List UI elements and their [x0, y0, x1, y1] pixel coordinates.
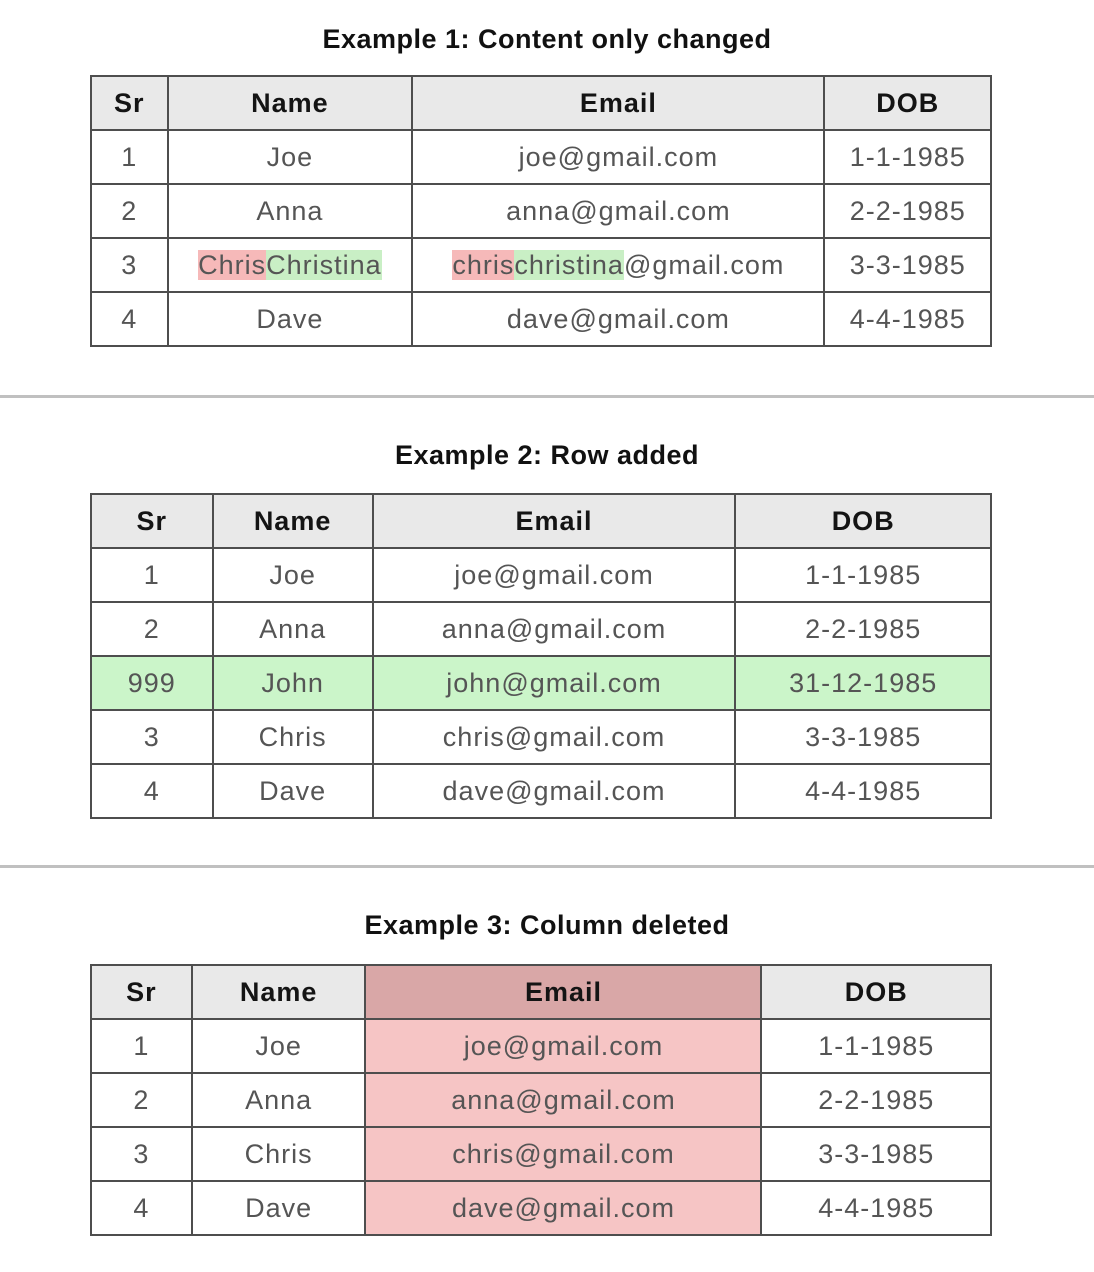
- cell-email: joe@gmail.com: [373, 548, 736, 602]
- cell-dob: 3-3-1985: [735, 710, 991, 764]
- example-2-title: Example 2: Row added: [394, 440, 700, 470]
- cell-dob: 3-3-1985: [824, 238, 991, 292]
- cell-sr: 4: [91, 292, 168, 346]
- cell-dob: 4-4-1985: [735, 764, 991, 818]
- cell-dob: 2-2-1985: [824, 184, 991, 238]
- table-row: [91, 1181, 991, 1235]
- example-section-3: [0, 912, 1094, 1236]
- cell-sr: 1: [91, 548, 213, 602]
- table-row: [91, 238, 991, 292]
- deleted-text: Chris: [198, 249, 267, 280]
- section-divider: [0, 865, 1094, 868]
- column-header-sr: Sr: [91, 965, 192, 1019]
- deleted-text: chris: [452, 249, 515, 280]
- header-row: [91, 76, 991, 130]
- cell-dob: 2-2-1985: [761, 1073, 991, 1127]
- cell-name: Anna: [213, 602, 373, 656]
- column-header-name: Name: [192, 965, 366, 1019]
- table-row: [91, 1073, 991, 1127]
- cell-sr: 4: [91, 764, 213, 818]
- added-table-row: [91, 656, 991, 710]
- cell-sr: 4: [91, 1181, 192, 1235]
- example-1-title: Example 1: Content only changed: [322, 24, 772, 54]
- header-row: [91, 965, 991, 1019]
- cell-sr: 3: [91, 710, 213, 764]
- header-row: [91, 494, 991, 548]
- example-section-2: [0, 442, 1094, 819]
- added-text: Christina: [266, 249, 382, 280]
- cell-sr: 3: [91, 1127, 192, 1181]
- cell-dob: 31-12-1985: [735, 656, 991, 710]
- column-header-sr: Sr: [91, 76, 168, 130]
- cell-name: Joe: [192, 1019, 366, 1073]
- column-header-sr: Sr: [91, 494, 213, 548]
- cell-dob: 1-1-1985: [761, 1019, 991, 1073]
- cell-email: dave@gmail.com: [373, 764, 736, 818]
- cell-email: anna@gmail.com: [373, 602, 736, 656]
- cell-dob: 3-3-1985: [761, 1127, 991, 1181]
- cell-name: Anna: [192, 1073, 366, 1127]
- cell-sr: 1: [91, 130, 168, 184]
- cell-sr: 1: [91, 1019, 192, 1073]
- cell-email: anna@gmail.com: [412, 184, 824, 238]
- cell-email: joe@gmail.com: [412, 130, 824, 184]
- column-header-email: Email: [373, 494, 736, 548]
- cell-dob: 2-2-1985: [735, 602, 991, 656]
- cell-name: Dave: [192, 1181, 366, 1235]
- column-deleted-table: [90, 964, 992, 1236]
- cell-name: Chris: [213, 710, 373, 764]
- cell-email: chris@gmail.com: [365, 1127, 761, 1181]
- cell-name: Chris: [192, 1127, 366, 1181]
- cell-email: john@gmail.com: [373, 656, 736, 710]
- example-section-1: [0, 26, 1094, 347]
- cell-dob: 4-4-1985: [824, 292, 991, 346]
- cell-sr: 3: [91, 238, 168, 292]
- row-added-table: [90, 493, 992, 819]
- cell-name: John: [213, 656, 373, 710]
- cell-sr: 2: [91, 184, 168, 238]
- column-header-email: Email: [365, 965, 761, 1019]
- added-text: christina: [514, 249, 624, 280]
- table-row: [91, 548, 991, 602]
- table-row: [91, 710, 991, 764]
- table-row: [91, 292, 991, 346]
- cell-name: Dave: [213, 764, 373, 818]
- column-header-email: Email: [412, 76, 824, 130]
- cell-dob: 1-1-1985: [824, 130, 991, 184]
- column-header-dob: DOB: [824, 76, 991, 130]
- column-header-name: Name: [168, 76, 413, 130]
- table-row: [91, 1019, 991, 1073]
- column-header-dob: DOB: [735, 494, 991, 548]
- example-3-title: Example 3: Column deleted: [364, 910, 730, 940]
- cell-sr: 999: [91, 656, 213, 710]
- cell-email: anna@gmail.com: [365, 1073, 761, 1127]
- cell-sr: 2: [91, 1073, 192, 1127]
- cell-email: joe@gmail.com: [365, 1019, 761, 1073]
- cell-dob: 1-1-1985: [735, 548, 991, 602]
- cell-name: Joe: [213, 548, 373, 602]
- cell-email: chris@gmail.com: [373, 710, 736, 764]
- cell-dob: 4-4-1985: [761, 1181, 991, 1235]
- cell-email: [412, 238, 824, 292]
- column-header-dob: DOB: [761, 965, 991, 1019]
- cell-name: Anna: [168, 184, 413, 238]
- table-row: [91, 602, 991, 656]
- cell-name: [168, 238, 413, 292]
- cell-email: dave@gmail.com: [412, 292, 824, 346]
- cell-sr: 2: [91, 602, 213, 656]
- plain-text: @gmail.com: [623, 249, 785, 280]
- cell-name: Dave: [168, 292, 413, 346]
- cell-name: Joe: [168, 130, 413, 184]
- content-changed-table: [90, 75, 992, 347]
- cell-email: dave@gmail.com: [365, 1181, 761, 1235]
- table-row: [91, 1127, 991, 1181]
- section-divider: [0, 395, 1094, 398]
- table-row: [91, 130, 991, 184]
- table-row: [91, 184, 991, 238]
- table-row: [91, 764, 991, 818]
- column-header-name: Name: [213, 494, 373, 548]
